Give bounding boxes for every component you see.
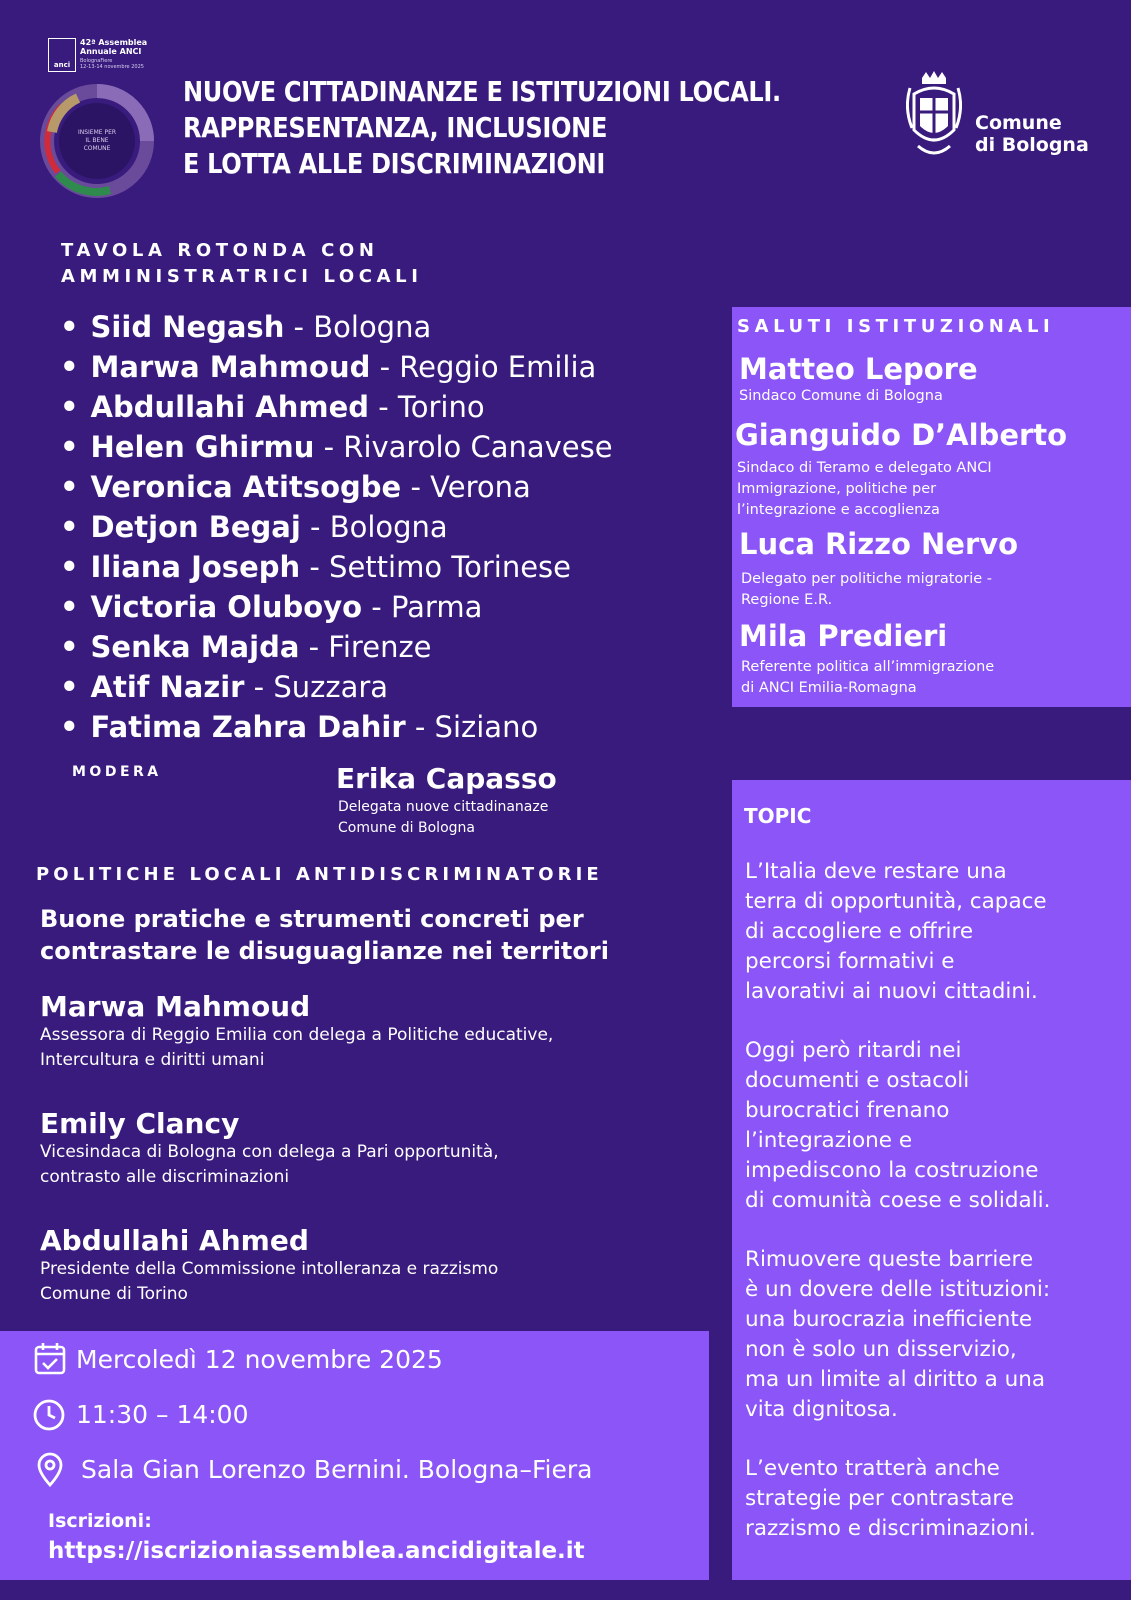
speaker-role: Presidente della Commissione intolleranza e razzismo Comune di Torino <box>40 1259 499 1304</box>
iscrizioni-link[interactable]: https://iscrizioniassemblea.ancidigitale.it <box>48 1538 585 1564</box>
speaker-name: Marwa Mahmoud <box>40 990 311 1023</box>
saluti-role: Referente politica all’immigrazione di ANCI Emilia-Romagna <box>741 659 995 696</box>
iscrizioni-label: Iscrizioni: <box>48 1510 152 1532</box>
speaker-role: Assessora di Reggio Emilia con delega a Politiche educative, Intercultura e diritti umani <box>40 1025 554 1070</box>
speaker-name: Abdullahi Ahmed <box>40 1224 309 1257</box>
saluti-person <box>739 619 994 699</box>
bologna-crest-icon <box>906 68 962 164</box>
saluti-name: Matteo Lepore <box>739 352 978 386</box>
saluti-name: Luca Rizzo Nervo <box>739 527 1019 561</box>
participant-item: • Iliana Joseph - Settimo Torinese <box>60 550 571 584</box>
participant-item: • Abdullahi Ahmed - Torino <box>60 390 485 424</box>
saluti-heading: SALUTI ISTITUZIONALI <box>737 316 1055 337</box>
participant-item: • Siid Negash - Bologna <box>60 310 432 344</box>
topic-paragraph: Rimuovere queste barriere è un dovere delle istituzioni: una burocrazia inefficiente non è solo un disservizio, ma un limite al diritto a una vita dignitosa. <box>745 1247 1051 1422</box>
ring-text-3: COMUNE <box>83 145 111 152</box>
event-location: Sala Gian Lorenzo Bernini. Bologna–Fiera <box>81 1455 593 1484</box>
event-date: Mercoledì 12 novembre 2025 <box>76 1345 443 1374</box>
politiche-subtitle: Buone pratiche e strumenti concreti per contrastare le disuguaglianze nei territori <box>40 905 609 965</box>
event-title: NUOVE CITTADINANZE E ISTITUZIONI LOCALI. RAPPRESENTANZA, INCLUSIONE E LOTTA ALLE DISCRIMINAZIONI <box>183 75 781 180</box>
topic-paragraph: Oggi però ritardi nei documenti e ostacoli burocratici frenano l’integrazione e impediscono la costruzione di comunità coese e solidali. <box>745 1038 1051 1213</box>
participant-item: • Atif Nazir - Suzzara <box>60 670 389 704</box>
participants-list <box>60 307 613 747</box>
ring-text-2: IL BENE <box>85 137 109 144</box>
event-time: 11:30 – 14:00 <box>76 1400 249 1429</box>
ring-text-1: INSIEME PER <box>77 129 117 136</box>
anci-logo-text: 42ª Assemblea Annuale ANCI <box>80 38 148 56</box>
assembly-ring-logo <box>38 82 156 200</box>
topic-paragraph: L’evento tratterà anche strategie per contrastare razzismo e discriminazioni. <box>745 1456 1036 1541</box>
politiche-heading: POLITICHE LOCALI ANTIDISCRIMINATORIE <box>36 864 603 885</box>
tavola-rotonda-heading: TAVOLA ROTONDA CON AMMINISTRATRICI LOCALI <box>61 240 423 287</box>
saluti-name: Mila Predieri <box>739 619 948 653</box>
saluti-role: Delegato per politiche migratorie - Regione E.R. <box>741 571 993 608</box>
speaker-block <box>40 1224 498 1307</box>
calendar-check-icon <box>32 1341 68 1377</box>
modera-label: MODERA <box>72 764 162 780</box>
topic-heading: TOPIC <box>744 804 812 828</box>
saluti-person <box>739 527 1018 611</box>
saluti-person <box>739 352 978 407</box>
saluti-role: Sindaco Comune di Bologna <box>739 388 943 404</box>
speaker-name: Emily Clancy <box>40 1107 240 1140</box>
moderator-role: Delegata nuove cittadinanaze Comune di Bologna <box>338 799 549 836</box>
participant-item: • Detjon Begaj - Bologna <box>60 510 448 544</box>
participant-item: • Victoria Oluboyo - Parma <box>60 590 483 624</box>
speaker-role: Vicesindaca di Bologna con delega a Pari opportunità, contrasto alle discriminazioni <box>40 1142 499 1187</box>
participant-item: • Senka Majda - Firenze <box>60 630 432 664</box>
topic-paragraph: L’Italia deve restare una terra di opportunità, capace di accogliere e offrire percorsi formativi e lavorativi ai nuovi cittadini. <box>745 859 1047 1004</box>
anci-logo-mark: anci <box>48 38 76 72</box>
saluti-person <box>735 418 1067 521</box>
saluti-role: Sindaco di Teramo e delegato ANCI Immigrazione, politiche per l’integrazione e accoglienza <box>737 460 992 518</box>
speaker-block <box>40 990 553 1073</box>
location-pin-icon <box>32 1452 68 1488</box>
participant-item: • Helen Ghirmu - Rivarolo Canavese <box>60 430 613 464</box>
speaker-block <box>40 1107 499 1190</box>
saluti-name: Gianguido D’Alberto <box>735 418 1068 452</box>
participant-item: • Marwa Mahmoud - Reggio Emilia <box>60 350 597 384</box>
comune-di-bologna-logo-text: Comune di Bologna <box>975 112 1089 156</box>
anci-logo-subtext: BolognaFiere 12-13-14 novembre 2025 <box>80 58 144 70</box>
anci-assembly-logo <box>48 38 158 74</box>
participant-item: • Veronica Atitsogbe - Verona <box>60 470 531 504</box>
clock-icon <box>31 1397 67 1433</box>
moderator-name: Erika Capasso <box>336 762 557 795</box>
participant-item: • Fatima Zahra Dahir - Siziano <box>60 710 539 744</box>
